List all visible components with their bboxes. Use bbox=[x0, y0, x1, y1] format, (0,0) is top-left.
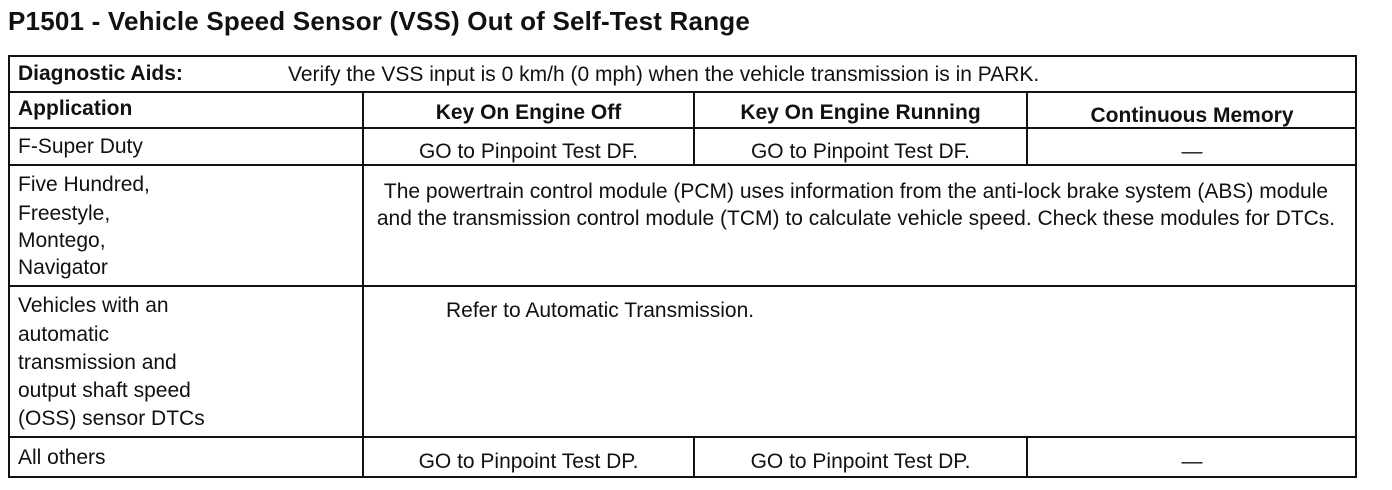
table-divider bbox=[8, 164, 1357, 166]
row-merged-note: The powertrain control module (PCM) uses information from the anti-lock brake system (ABS) module and the transmission control module (TCM) to calculate vehicle speed. Check these modules for DTCs. bbox=[376, 180, 1336, 230]
row-application: Freestyle, bbox=[18, 202, 111, 225]
row-koeo-value: GO to Pinpoint Test DF. bbox=[418, 140, 639, 163]
row-koer-value: GO to Pinpoint Test DF. bbox=[750, 140, 971, 163]
row-cm-value: — bbox=[1181, 140, 1203, 163]
diagnostic-aids-label: Diagnostic Aids: bbox=[18, 62, 183, 85]
header-application: Application bbox=[18, 97, 133, 120]
table-divider bbox=[8, 436, 1357, 438]
row-application: Five Hundred, bbox=[18, 173, 150, 196]
row-application: transmission and bbox=[18, 351, 177, 374]
row-application: output shaft speed bbox=[18, 379, 191, 402]
diagnostic-aids-text: Verify the VSS input is 0 km/h (0 mph) when the vehicle transmission is in PARK. bbox=[288, 63, 1040, 86]
row-koeo-value: GO to Pinpoint Test DP. bbox=[418, 450, 639, 473]
page-title: P1501 - Vehicle Speed Sensor (VSS) Out of Self-Test Range bbox=[8, 6, 751, 36]
row-application: (OSS) sensor DTCs bbox=[18, 407, 205, 430]
header-key-on-engine-running: Key On Engine Running bbox=[740, 101, 981, 124]
header-continuous-memory: Continuous Memory bbox=[1090, 104, 1294, 127]
row-application: automatic bbox=[18, 323, 110, 346]
row-application: Vehicles with an bbox=[18, 294, 169, 317]
row-koer-value: GO to Pinpoint Test DP. bbox=[750, 450, 971, 473]
table-divider bbox=[8, 91, 1357, 93]
row-merged-note: Refer to Automatic Transmission. bbox=[446, 299, 755, 322]
table-divider bbox=[8, 285, 1357, 287]
row-application: Navigator bbox=[18, 256, 108, 279]
row-application: Montego, bbox=[18, 229, 106, 252]
row-application: F-Super Duty bbox=[18, 135, 143, 158]
row-cm-value: — bbox=[1181, 450, 1203, 473]
header-key-on-engine-off: Key On Engine Off bbox=[435, 101, 622, 124]
row-application: All others bbox=[18, 446, 106, 469]
